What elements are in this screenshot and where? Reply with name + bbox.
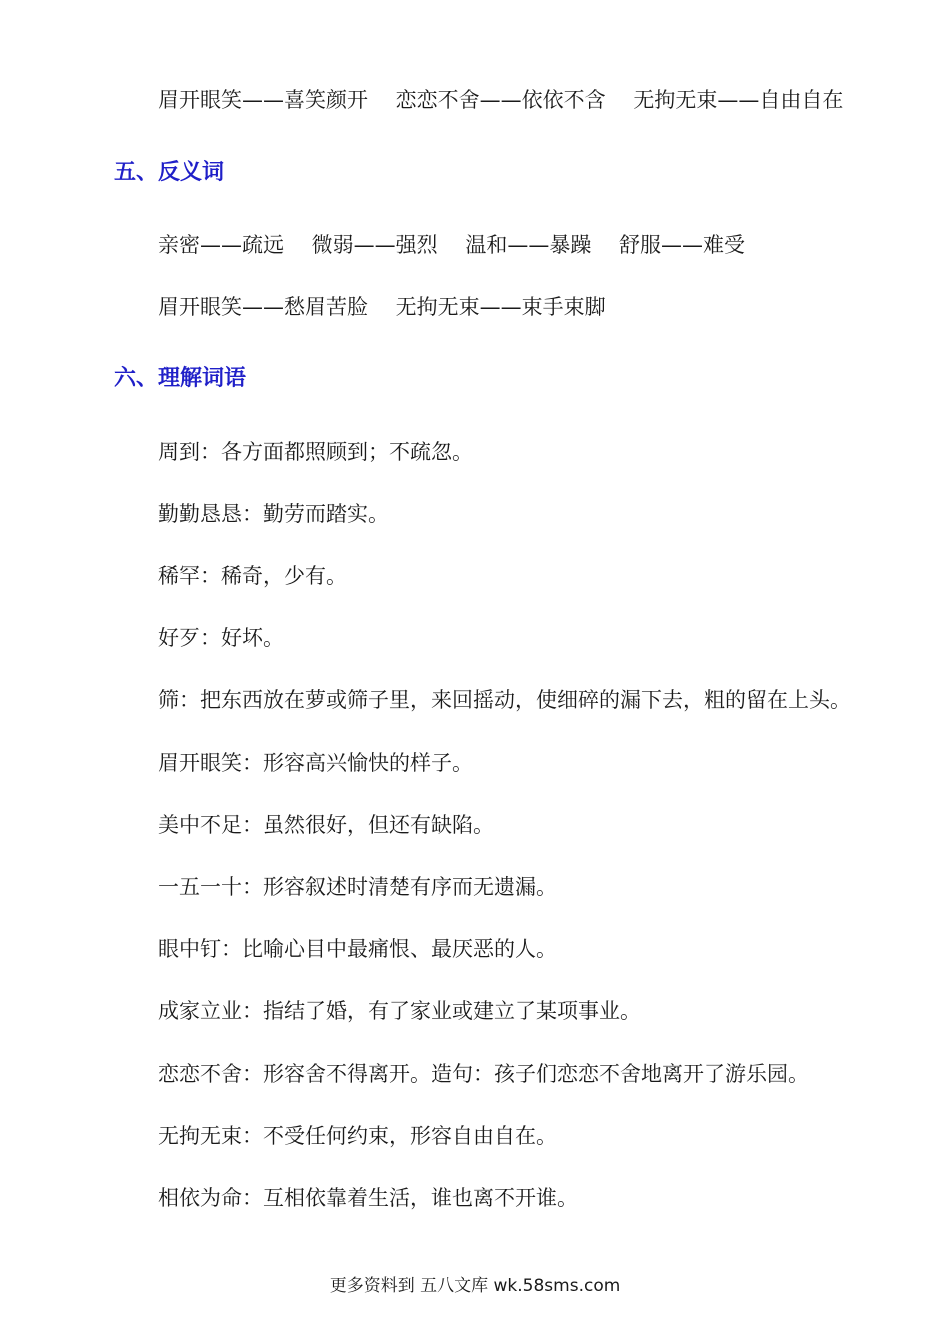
definition-item: 勤勤恳恳：勤劳而踏实。: [158, 502, 389, 526]
definition-item: 恋恋不舍：形容舍不得离开。造句：孩子们恋恋不舍地离开了游乐园。: [158, 1062, 809, 1086]
definition-item: 周到：各方面都照顾到；不疏忽。: [158, 440, 473, 464]
definition-item: 成家立业：指结了婚，有了家业或建立了某项事业。: [158, 999, 641, 1023]
section-5-heading: 五、反义词: [114, 160, 225, 185]
definition-item: 美中不足：虽然很好，但还有缺陷。: [158, 813, 494, 837]
antonym-line-2: 眉开眼笑——愁眉苦脸 无拘无束——束手束脚: [158, 295, 606, 319]
footer-link[interactable]: 更多资料到 五八文库 wk.58sms.com: [329, 1276, 621, 1296]
definition-item: 眼中钉：比喻心目中最痛恨、最厌恶的人。: [158, 937, 557, 961]
definition-item: 一五一十：形容叙述时清楚有序而无遗漏。: [158, 875, 557, 899]
section-6-heading: 六、理解词语: [114, 366, 247, 391]
antonym-line-1: 亲密——疏远 微弱——强烈 温和——暴躁 舒服——难受: [158, 233, 746, 257]
definition-item: 好歹：好坏。: [158, 626, 284, 650]
definition-item: 无拘无束：不受任何约束，形容自由自在。: [158, 1124, 557, 1148]
top-line: 眉开眼笑——喜笑颜开 恋恋不舍——依依不含 无拘无束——自由自在: [158, 88, 844, 112]
definition-item: 筛：把东西放在萝或筛子里，来回摇动，使细碎的漏下去，粗的留在上头。: [158, 688, 851, 712]
definition-item: 稀罕：稀奇，少有。: [158, 564, 347, 588]
definition-item: 相依为命：互相依靠着生活，谁也离不开谁。: [158, 1186, 578, 1210]
definition-item: 眉开眼笑：形容高兴愉快的样子。: [158, 751, 473, 775]
